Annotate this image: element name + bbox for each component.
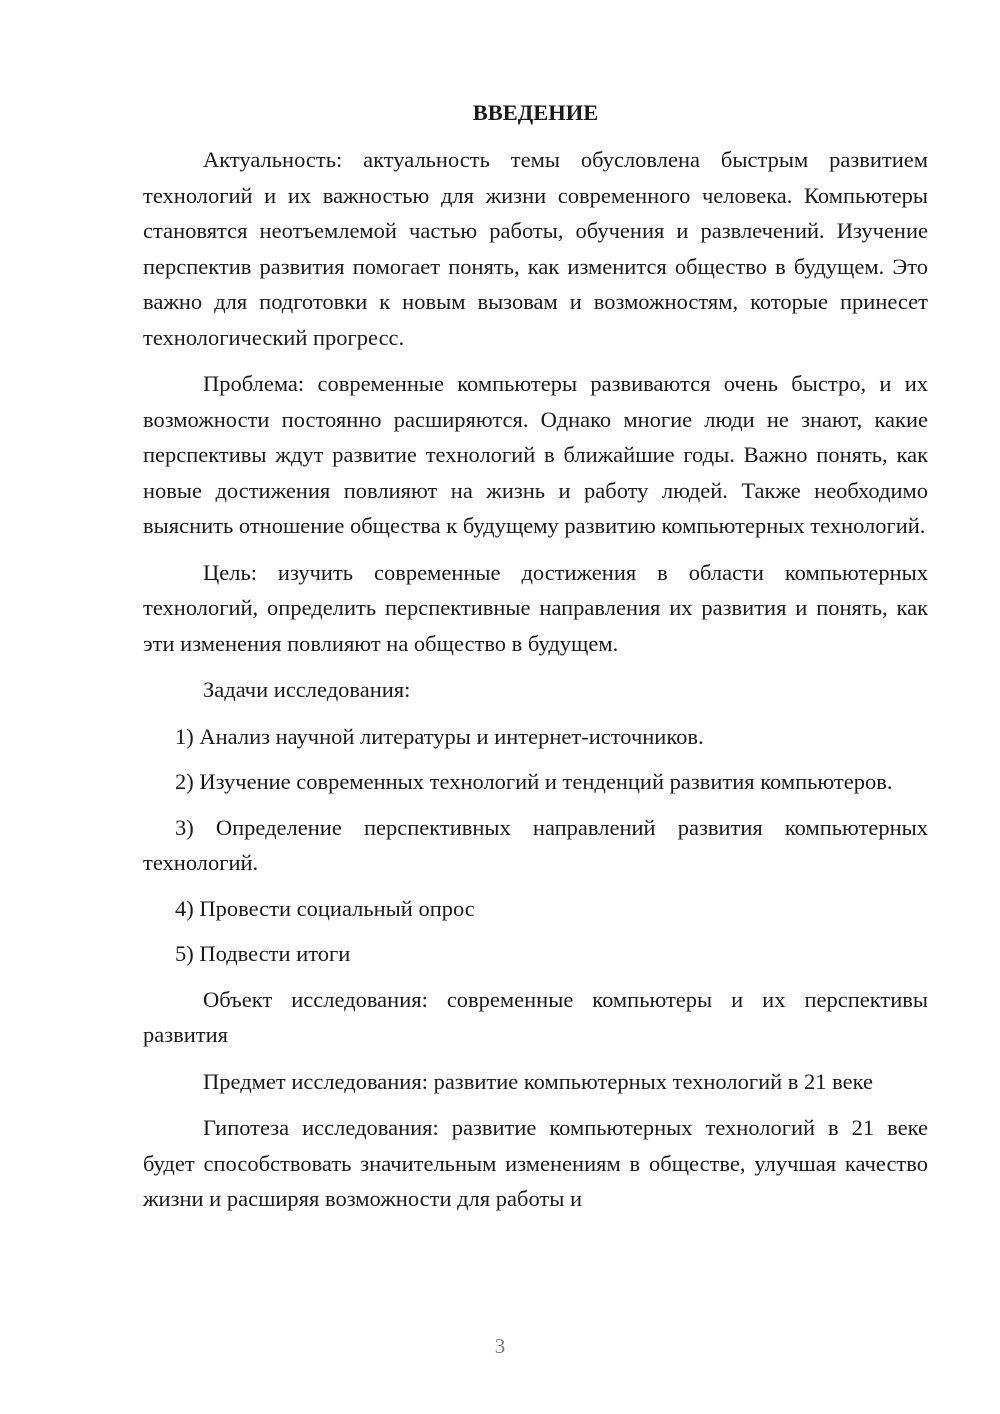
paragraph-object: Объект исследования: современные компьютеры и их перспективы развития: [143, 986, 928, 1047]
task-item-4: 4) Провести социальный опрос: [175, 895, 475, 921]
section-title: ВВЕДЕНИЕ: [472, 100, 599, 125]
paragraph-subject: Предмет исследования: развитие компьютерных технологий в 21 веке: [203, 1068, 874, 1094]
paragraph-tasks-heading: Задачи исследования:: [203, 677, 411, 702]
task-item-2: 2) Изучение современных технологий и тенденций развития компьютеров.: [175, 769, 893, 794]
task-item-1: 1) Анализ научной литературы и интернет-источников.: [175, 723, 704, 749]
paragraph-goal: Цель: изучить современные достижения в области компьютерных технологий, определить перспективные направления их развития и понять, как эти изменения повлияют на общество в будущем.: [143, 559, 928, 656]
task-item-5: 5) Подвести итоги: [175, 941, 351, 966]
paragraph-relevance: Актуальность: актуальность темы обусловлена быстрым развитием технологий и их важностью для жизни современного человека. Компьютеры становятся неотъемлемой частью работы, обучения и развлечений. Изучение перспектив развития помогает понять, как изменится общество в будущем. Это важно для подготовки к новым вызовам и возможностям, которые принесет технологический прогресс.: [143, 147, 928, 350]
page-number: 3: [494, 1334, 506, 1358]
task-item-3: 3) Определение перспективных направлений развития компьютерных технологий.: [143, 814, 928, 875]
page-content: [143, 95, 928, 1228]
paragraph-hypothesis: Гипотеза исследования: развитие компьютерных технологий в 21 веке будет способствовать значительным изменениям в обществе, улучшая качество жизни и расширяя возможности для работы и: [143, 1115, 928, 1211]
paragraph-problem: Проблема: современные компьютеры развиваются очень быстро, и их возможности постоянно расширяются. Однако многие люди не знают, какие перспективы ждут развитие технологий в ближайшие годы. Важно понять, как новые достижения повлияют на жизнь и работу людей. Также необходимо выяснить отношение общества к будущему развитию компьютерных технологий.: [143, 371, 928, 538]
